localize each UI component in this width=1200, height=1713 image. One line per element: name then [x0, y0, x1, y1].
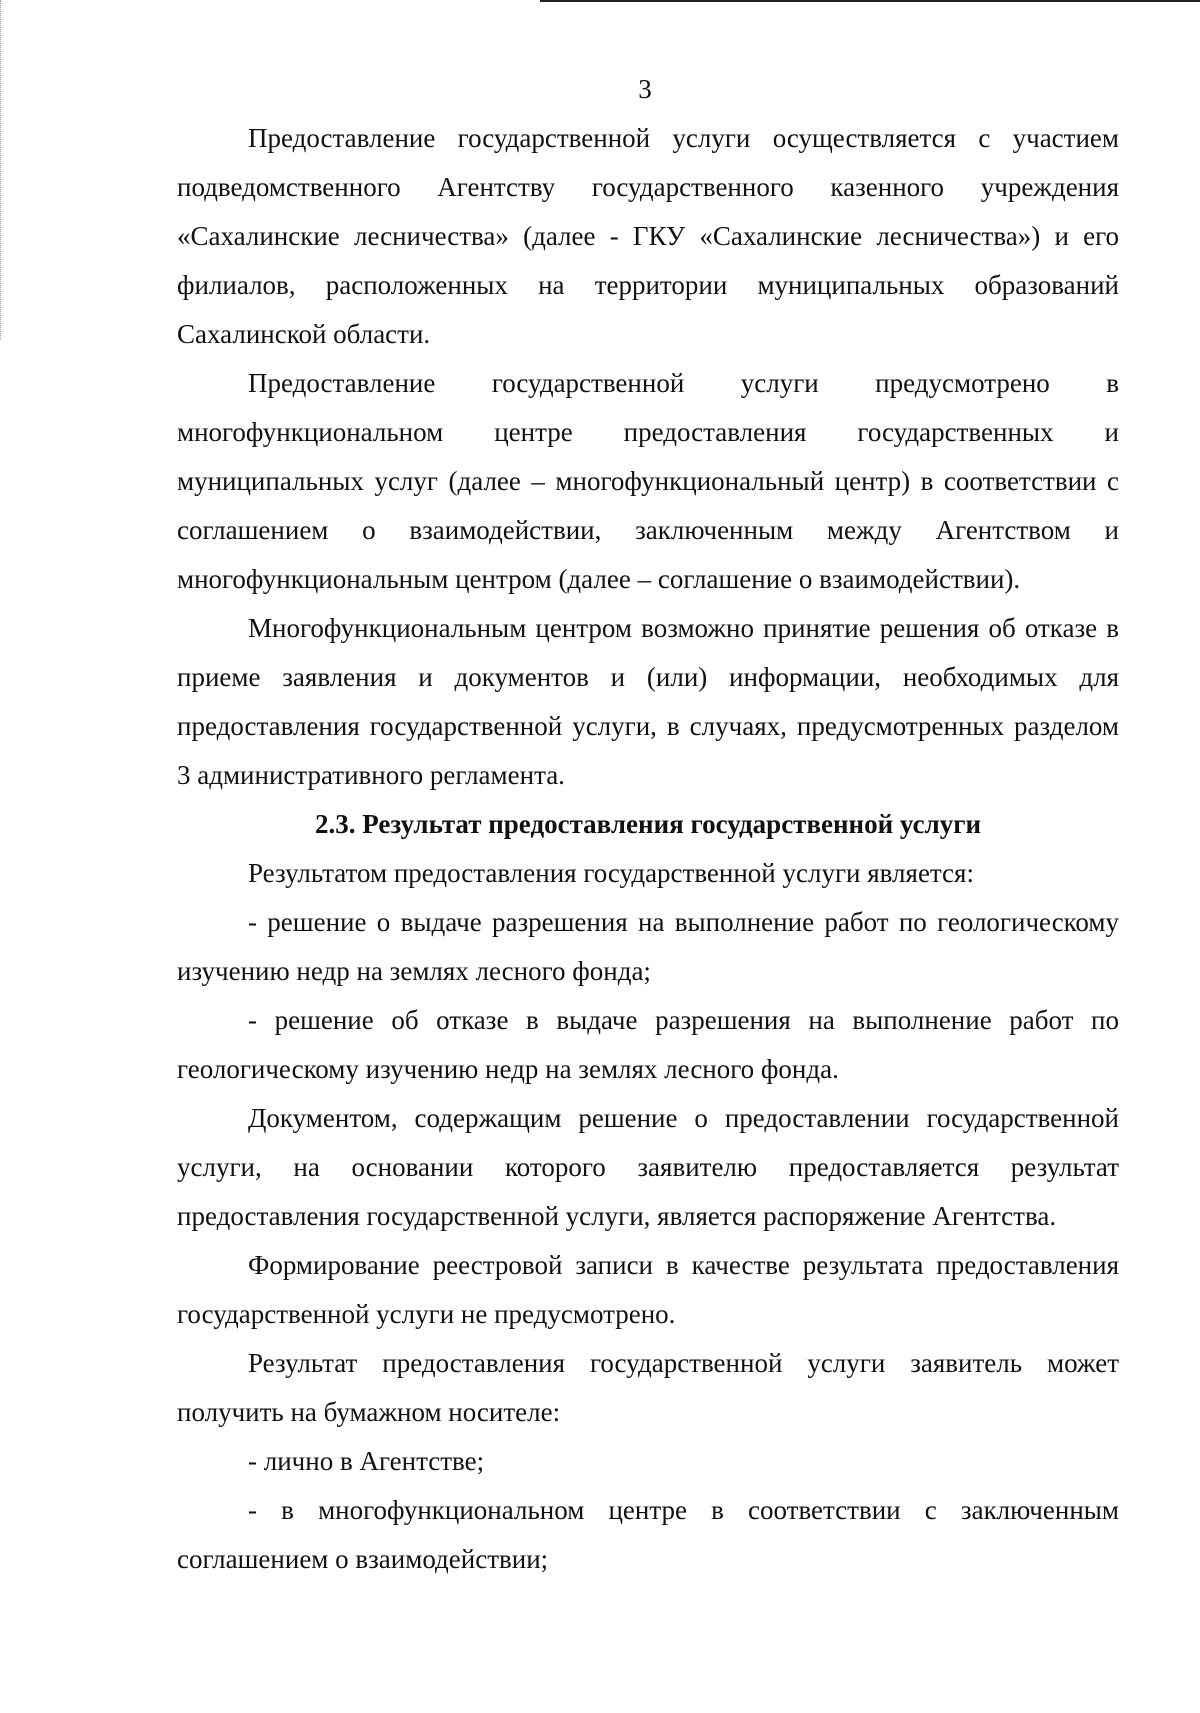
paragraph-paper-carrier: Результат предоставления государственной услуги заявитель может получить на бумажном носителе:: [177, 1348, 1119, 1427]
section-heading: 2.3. Результат предоставления государственной услуги: [314, 809, 982, 839]
scan-top-rule: [540, 0, 1200, 2]
paragraph-result-refusal: - решение об отказе в выдаче разрешения на выполнение работ по геологическому изучению недр на землях лесного фонда.: [177, 1005, 1119, 1084]
document-body: [177, 114, 1119, 1584]
paragraph-in-person: - лично в Агентстве;: [248, 1446, 485, 1476]
page-number: 3: [638, 74, 652, 104]
paragraph-in-mfc: - в многофункциональном центре в соответствии с заключенным соглашением о взаимодействии;: [177, 1495, 1119, 1574]
paragraph-result-intro: Результатом предоставления государственной услуги является:: [248, 858, 974, 888]
paragraph-result-document: Документом, содержащим решение о предоставлении государственной услуги, на основании которого заявителю предоставляется результат предоставления государственной услуги, является распоряжение Агентства.: [177, 1103, 1119, 1231]
paragraph-registry-record: Формирование реестровой записи в качестве результата предоставления государственной услуги не предусмотрено.: [177, 1250, 1119, 1329]
paragraph-mfc: Предоставление государственной услуги предусмотрено в многофункциональном центре предоставления государственных и муниципальных услуг (далее – многофункциональный центр) в соответствии с соглашением о взаимодействии, заключенным между Агентством и многофункциональным центром (далее – соглашение о взаимодействии).: [177, 368, 1119, 594]
paragraph-mfc-refusal: Многофункциональным центром возможно принятие решения об отказе в приеме заявления и документов и (или) информации, необходимых для предоставления государственной услуги, в случаях, предусмотренных разделом 3 административного регламента.: [177, 613, 1119, 790]
paragraph-participation: Предоставление государственной услуги осуществляется с участием подведомственного Агентству государственного казенного учреждения «Сахалинские лесничества» (далее - ГКУ «Сахалинские лесничества») и его филиалов, расположенных на территории муниципальных образований Сахалинской области.: [177, 123, 1119, 349]
scan-left-edge: [0, 0, 3, 340]
paragraph-result-issue: - решение о выдаче разрешения на выполнение работ по геологическому изучению недр на землях лесного фонда;: [177, 907, 1119, 986]
